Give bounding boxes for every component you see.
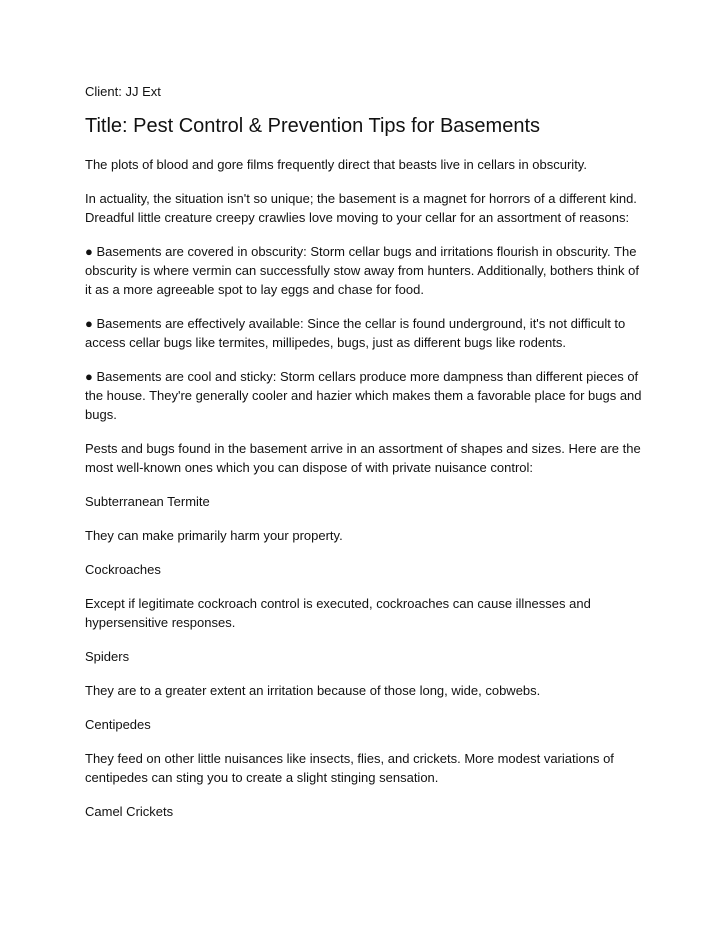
intro-paragraph-1: The plots of blood and gore films frequently direct that beasts live in cellars in obscurity. bbox=[85, 157, 587, 172]
bullet-cool-sticky: ● Basements are cool and sticky: Storm cellars produce more dampness than different pieces of the house. They're generally cooler and hazier which makes them a favorable place for bugs and bugs. bbox=[85, 369, 642, 422]
pest-description-spiders: They are to a greater extent an irritation because of those long, wide, cobwebs. bbox=[85, 683, 541, 698]
bullet-obscurity: ● Basements are covered in obscurity: Storm cellar bugs and irritations flourish in obscurity. The obscurity is where vermin can successfully stow away from hunters. Additionally, bothers think of it as a more agreeable spot to lay eggs and chase for food. bbox=[85, 244, 639, 297]
client-line: Client: JJ Ext bbox=[85, 84, 161, 99]
pest-heading-centipedes: Centipedes bbox=[85, 717, 151, 732]
bullet-available: ● Basements are effectively available: Since the cellar is found underground, it's not difficult to access cellar bugs like termites, millipedes, bugs, just as different bugs like rodents. bbox=[85, 316, 626, 350]
pests-intro-paragraph: Pests and bugs found in the basement arrive in an assortment of shapes and sizes. Here are the most well-known ones which you can dispose of with private nuisance control: bbox=[85, 441, 641, 475]
pest-description-centipedes: They feed on other little nuisances like insects, flies, and crickets. More modest variations of centipedes can sting you to create a slight stinging sensation. bbox=[85, 751, 614, 785]
pest-heading-cockroaches: Cockroaches bbox=[85, 562, 161, 577]
pest-heading-spiders: Spiders bbox=[85, 649, 130, 664]
pest-description-cockroaches: Except if legitimate cockroach control is executed, cockroaches can cause illnesses and hypersensitive responses. bbox=[85, 596, 591, 630]
pest-heading-termite: Subterranean Termite bbox=[85, 494, 210, 509]
pest-heading-camel-crickets: Camel Crickets bbox=[85, 804, 174, 819]
pest-description-termite: They can make primarily harm your property. bbox=[85, 528, 343, 543]
document-title: Title: Pest Control & Prevention Tips for Basements bbox=[85, 115, 541, 137]
intro-paragraph-2: In actuality, the situation isn't so unique; the basement is a magnet for horrors of a different kind. Dreadful little creature creepy crawlies love moving to your cellar for an assortment of reasons: bbox=[85, 191, 637, 225]
document-page bbox=[85, 82, 645, 836]
